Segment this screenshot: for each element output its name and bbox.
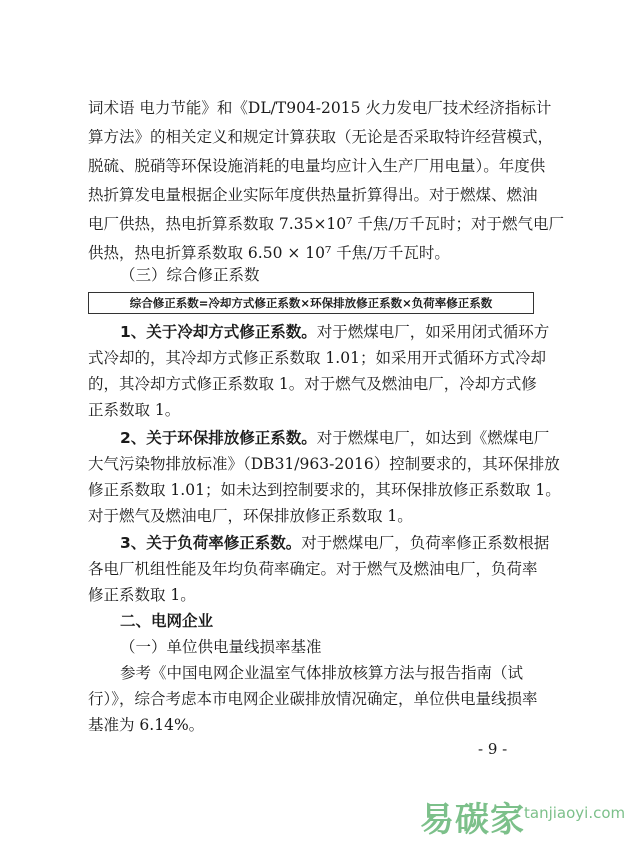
para-line: 修正系数取 1。: [88, 586, 196, 604]
para-line: 词术语 电力节能》和《DL/T904-2015 火力发电厂技术经济指标计: [88, 99, 552, 117]
para-line: 各电厂机组性能及年均负荷率确定。对于燃气及燃油电厂，负荷率: [88, 560, 538, 578]
para-line: 供热，热电折算系数取 6.50 × 10⁷ 千焦/万千瓦时。: [88, 244, 450, 262]
para-line: 算方法》的相关定义和规定计算获取（无论是否采取特许经营模式，: [88, 128, 554, 146]
watermark-cn: 易碳家: [420, 800, 525, 840]
item-text: 对于燃煤电厂，负荷率修正系数根据: [301, 534, 550, 552]
para-line: 式冷却的，其冷却方式修正系数取 1.01；如采用开式循环方式冷却: [88, 349, 546, 367]
para-line: 脱硫、脱硝等环保设施消耗的电量均应计入生产厂用电量）。年度供: [88, 157, 546, 175]
para-line: 正系数取 1。: [88, 401, 181, 419]
para-line: 的，其冷却方式修正系数取 1。对于燃气及燃油电厂，冷却方式修: [88, 375, 537, 393]
formula-box: 综合修正系数=冷却方式修正系数×环保排放修正系数×负荷率修正系数: [88, 292, 534, 314]
para-line: 修正系数取 1.01；如未达到控制要求的，其环保排放修正系数取 1。: [88, 481, 561, 499]
item-line: [120, 428, 549, 448]
item-line: [120, 322, 549, 342]
para-line: 行）》，综合考虑本市电网企业碳排放情况确定，单位供电量线损率: [88, 690, 538, 708]
para-line: 电厂供热，热电折算系数取 7.35×10⁷ 千焦/万千瓦时；对于燃气电厂: [88, 215, 565, 233]
para-line: 对于燃气及燃油电厂，环保排放修正系数取 1。: [88, 507, 413, 525]
watermark-logo: [420, 790, 625, 840]
item-line: [120, 533, 549, 553]
item-lead: 1、关于冷却方式修正系数。: [120, 323, 317, 341]
item-lead: 3、关于负荷率修正系数。: [120, 534, 302, 552]
para-line: 大气污染物排放标准》（DB31/963-2016）控制要求的，其环保排放: [88, 455, 560, 473]
section-heading: 二、电网企业: [120, 612, 214, 630]
para-line: 参考《中国电网企业温室气体排放核算方法与报告指南（试: [120, 664, 524, 682]
page-number: - 9 -: [478, 740, 508, 758]
subsection-heading: （一）单位供电量线损率基准: [120, 638, 322, 656]
watermark-en: tanjiaoyi.com: [524, 804, 625, 822]
para-line: 基准为 6.14%。: [88, 716, 205, 734]
item-text: 对于燃煤电厂，如采用闭式循环方: [316, 323, 550, 341]
item-text: 对于燃煤电厂，如达到《燃煤电厂: [316, 429, 550, 447]
section-heading: （三）综合修正系数: [120, 266, 260, 284]
para-line: 热折算发电量根据企业实际年度供热量折算得出。对于燃煤、燃油: [88, 186, 538, 204]
item-lead: 2、关于环保排放修正系数。: [120, 429, 317, 447]
